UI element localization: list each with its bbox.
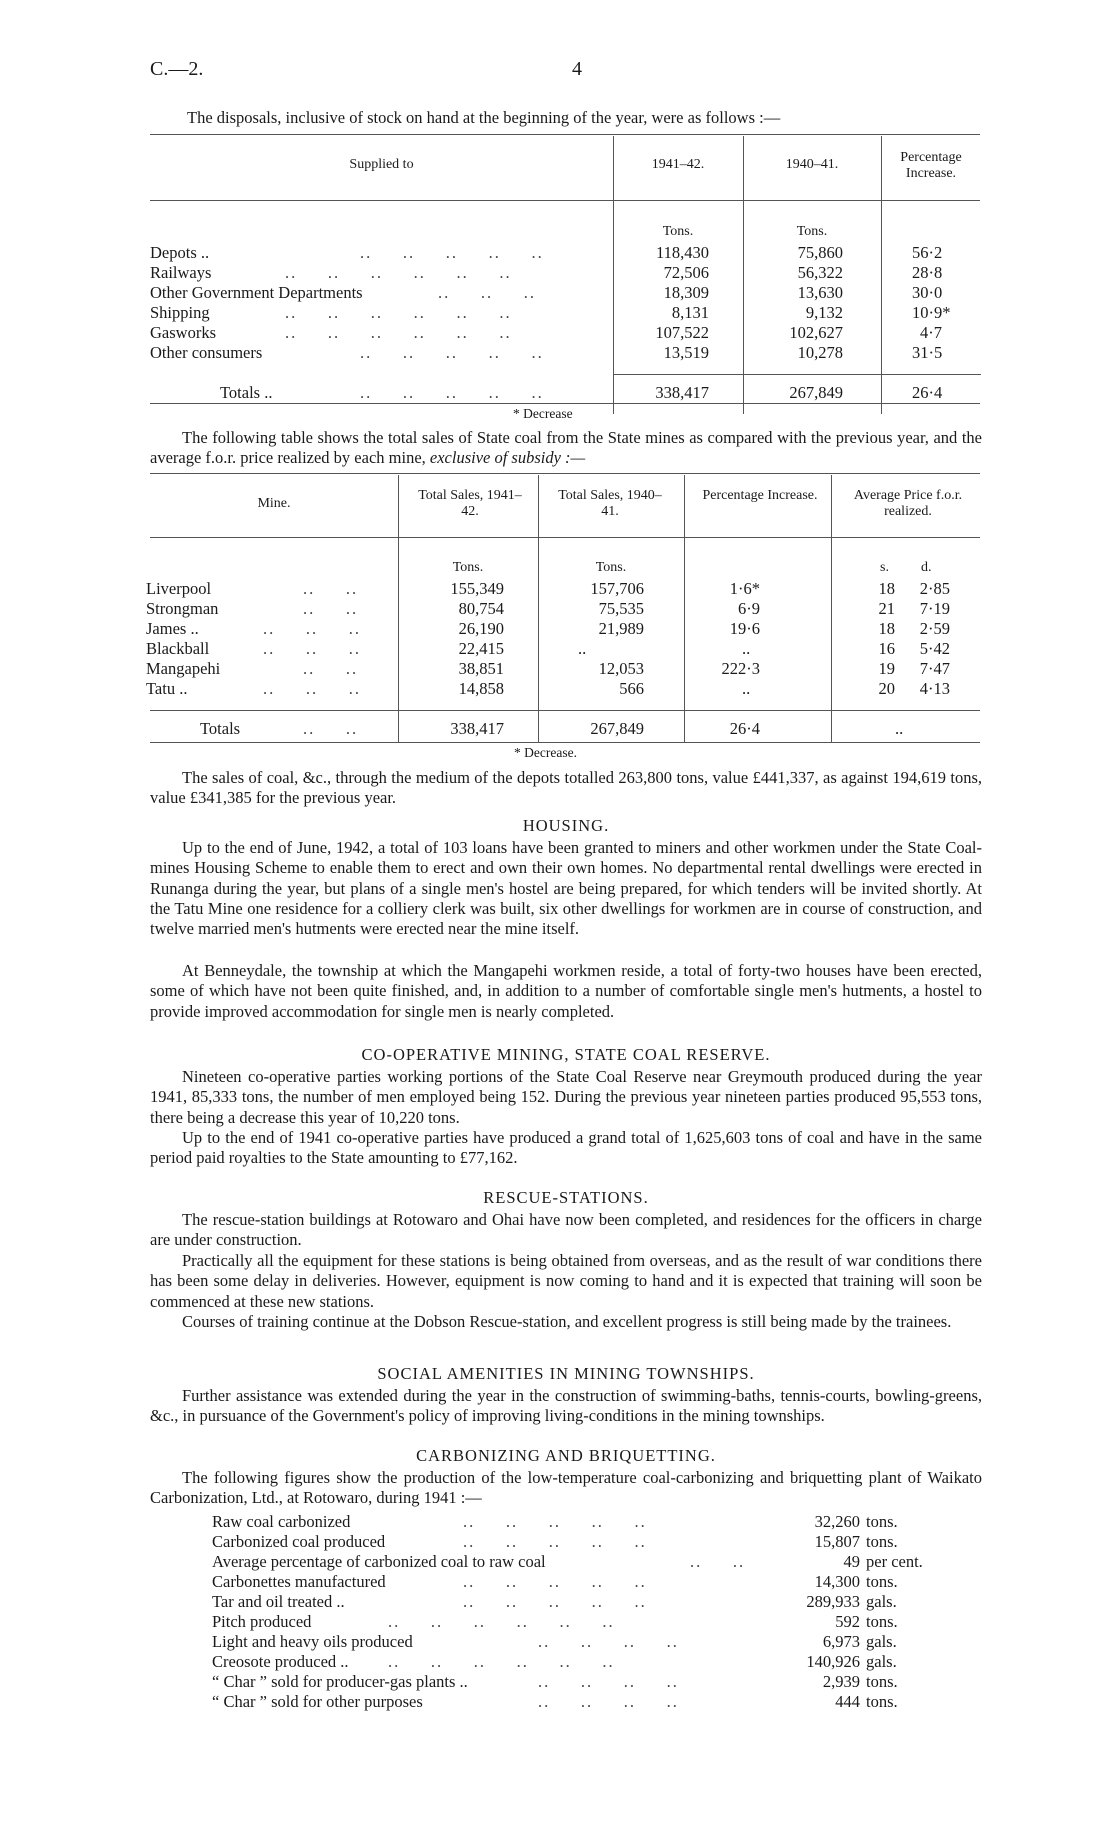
table2-footnote: * Decrease. <box>514 745 577 760</box>
mine-name: Tatu .. <box>146 679 188 698</box>
item-value: 6,973 <box>822 1632 860 1651</box>
sales-1940: 12,053 <box>598 659 644 678</box>
total-1941: 338,417 <box>655 383 709 402</box>
leader-dots: .. .. .. .. .. .. <box>388 1652 615 1671</box>
price-d: 5·42 <box>919 639 950 658</box>
item-label: “ Char ” sold for producer-gas plants .. <box>212 1672 468 1691</box>
leader-dots: .. .. .. .. .. <box>360 243 544 262</box>
row-label: Railways <box>150 263 212 282</box>
page-number: 4 <box>572 58 582 80</box>
carbon-paragraph-1: The following figures show the production of the low-temperature coal-carbonizing and briquetting plant of Waikato Carbonization, Ltd., at Rotowaro, during 1941 :— <box>150 1468 982 1508</box>
pct: .. <box>742 639 751 658</box>
leader-dots: .. .. .. .. .. <box>360 383 544 402</box>
housing-paragraph-1: Up to the end of June, 1942, a total of 103 loans have been granted to miners and other workmen under the State Coal-mines Housing Scheme to enable them to erect and own their own homes. No departmental rental dwellings were erected in Runanga during the year, but plans of a single men's hostel are being prepared, for which tenders will be invited shortly. At the Tatu Mine one residence for a colliery clerk was built, six other dwellings for workmen are in course of construction, and twelve married men's hutments were erected near the mine itself. <box>150 838 982 939</box>
coop-paragraph-2: Up to the end of 1941 co-operative parties have produced a grand total of 1,625,603 tons of coal and have in the same period paid royalties to the State amounting to £77,162. <box>150 1128 982 1168</box>
row-label: Gasworks <box>150 323 216 342</box>
item-value: 32,260 <box>814 1512 860 1531</box>
item-value: 140,926 <box>806 1652 860 1671</box>
units-tons-b: Tons. <box>595 560 627 575</box>
row-label: Other Government Departments <box>150 283 363 302</box>
value-1941: 118,430 <box>655 243 709 262</box>
price-s: 18 <box>878 579 895 598</box>
pct: 19·6 <box>729 619 760 638</box>
value-1940: 102,627 <box>789 323 843 342</box>
coop-heading: CO-OPERATIVE MINING, STATE COAL RESERVE. <box>361 1045 771 1064</box>
value-1941: 13,519 <box>663 343 709 362</box>
item-unit: tons. <box>866 1612 898 1631</box>
price-s: 20 <box>878 679 895 698</box>
intro-text: The disposals, inclusive of stock on hand at the beginning of the year, were as follows :— <box>187 108 781 127</box>
sales-1941: 14,858 <box>458 679 504 698</box>
col-percentage-increase: Percentage Increase. <box>702 488 818 503</box>
totals-label: Totals .. <box>220 383 273 402</box>
social-heading: SOCIAL AMENITIES IN MINING TOWNSHIPS. <box>377 1364 755 1383</box>
value-pct: 30·0 <box>912 283 943 302</box>
leader-dots: .. .. .. .. .. .. <box>285 303 512 322</box>
sales-1941: 38,851 <box>458 659 504 678</box>
sales-1940: 157,706 <box>590 579 644 598</box>
page-ref: C.—2. <box>150 58 204 80</box>
total-1941: 338,417 <box>450 719 504 738</box>
value-pct: 28·8 <box>912 263 943 282</box>
total-pct: 26·4 <box>912 383 943 402</box>
leader-dots: .. .. .. .. .. .. <box>285 323 512 342</box>
item-value: 2,939 <box>822 1672 860 1691</box>
item-value: 444 <box>835 1692 860 1711</box>
units-tons-a: Tons. <box>452 560 484 575</box>
col-1941-42: 1941–42. <box>651 157 705 172</box>
item-unit: gals. <box>866 1652 897 1671</box>
leader-dots: .. .. .. .. .. <box>360 343 544 362</box>
price-s: 18 <box>878 619 895 638</box>
item-value: 49 <box>843 1552 860 1571</box>
sales-intro-text: The following table shows the total sales of State coal from the State mines as compared with the previous year, and the average f.o.r. price realized by each mine, <box>150 428 982 468</box>
pct: 6·9 <box>738 599 760 618</box>
mine-name: James .. <box>146 619 199 638</box>
value-1940: 9,132 <box>805 303 843 322</box>
value-1941: 107,522 <box>655 323 709 342</box>
price-s: 16 <box>878 639 895 658</box>
item-unit: gals. <box>866 1632 897 1651</box>
leader-dots: .. .. .. .. <box>538 1692 679 1711</box>
rescue-paragraph-2: Practically all the equipment for these stations is being obtained from overseas, and as the result of war conditions there has been some delay in deliveries. However, equipment is now coming to hand and it is expected that training will soon be commenced at these new stations. <box>150 1251 982 1311</box>
leader-dots: .. .. .. .. <box>538 1672 679 1691</box>
item-label: Carbonettes manufactured <box>212 1572 386 1591</box>
table1-footnote: * Decrease <box>513 406 573 421</box>
item-unit: tons. <box>866 1672 898 1691</box>
col-average-price: Average Price f.o.r. realized. <box>853 488 963 519</box>
item-label: “ Char ” sold for other purposes <box>212 1692 423 1711</box>
total-1940: 267,849 <box>590 719 644 738</box>
sales-1940: 566 <box>619 679 644 698</box>
col-mine: Mine. <box>257 496 291 511</box>
price-d: 7·19 <box>919 599 950 618</box>
item-label: Creosote produced .. <box>212 1652 349 1671</box>
value-pct: 56·2 <box>912 243 943 262</box>
coop-paragraph-1: Nineteen co-operative parties working portions of the State Coal Reserve near Greymouth produced during the year 1941, 85,333 tons, the number of men employed being 152. During the previous year nineteen parties produced 95,553 tons, there being a decrease this year of 10,220 tons. <box>150 1067 982 1127</box>
item-label: Average percentage of carbonized coal to raw coal <box>212 1552 546 1571</box>
leader-dots: .. .. .. .. <box>538 1632 679 1651</box>
value-1941: 18,309 <box>663 283 709 302</box>
row-label: Depots .. <box>150 243 210 262</box>
item-label: Carbonized coal produced <box>212 1532 386 1551</box>
carbon-heading: CARBONIZING AND BRIQUETTING. <box>416 1446 716 1465</box>
units-tons-a: Tons. <box>662 224 694 239</box>
leader-dots: .. .. .. .. .. <box>463 1512 647 1531</box>
pct: 1·6* <box>729 579 760 598</box>
value-pct: 4·7 <box>920 323 942 342</box>
row-label: Shipping <box>150 303 210 322</box>
leader-dots: .. .. .. .. .. <box>463 1532 647 1551</box>
item-value: 14,300 <box>814 1572 860 1591</box>
value-pct: 31·5 <box>912 343 943 362</box>
value-1940: 75,860 <box>797 243 843 262</box>
price-d: 4·13 <box>919 679 950 698</box>
depots-paragraph: The sales of coal, &c., through the medium of the depots totalled 263,800 tons, value £441,337, as against 194,619 tons, value £341,385 for the previous year. <box>150 768 982 808</box>
col-percentage-increase: Percentage Increase. <box>900 150 962 181</box>
leader-dots: .. .. <box>690 1552 746 1571</box>
item-value: 15,807 <box>814 1532 860 1551</box>
item-unit: gals. <box>866 1592 897 1611</box>
leader-dots: .. .. .. <box>263 679 361 698</box>
units-tons-b: Tons. <box>796 224 828 239</box>
item-unit: tons. <box>866 1512 898 1531</box>
sales-1941: 26,190 <box>458 619 504 638</box>
sales-intro-emphasis: exclusive of subsidy :— <box>429 448 586 468</box>
leader-dots: .. .. .. <box>263 619 361 638</box>
item-unit: per cent. <box>866 1552 923 1571</box>
sales-1940: 21,989 <box>598 619 644 638</box>
housing-heading: HOUSING. <box>522 816 610 835</box>
units-pence: d. <box>921 560 932 575</box>
value-1940: 56,322 <box>797 263 843 282</box>
mine-name: Strongman <box>146 599 219 618</box>
rescue-paragraph-3: Courses of training continue at the Dobson Rescue-station, and excellent progress is still being made by the trainees. <box>182 1312 952 1331</box>
rescue-heading: RESCUE-STATIONS. <box>483 1188 649 1207</box>
units-shillings: s. <box>880 560 889 575</box>
total-1940: 267,849 <box>789 383 843 402</box>
col-1940-41: 1940–41. <box>785 157 839 172</box>
value-1940: 13,630 <box>797 283 843 302</box>
item-label: Raw coal carbonized <box>212 1512 351 1531</box>
total-pct: 26·4 <box>729 719 760 738</box>
col-total-sales-1940: Total Sales, 1940–41. <box>558 488 662 519</box>
price-s: 19 <box>878 659 895 678</box>
sales-1941: 155,349 <box>450 579 504 598</box>
total-price: .. <box>895 719 904 738</box>
col-supplied-to: Supplied to <box>349 157 414 172</box>
price-d: 2·59 <box>919 619 950 638</box>
leader-dots: .. .. .. .. .. <box>463 1592 647 1611</box>
item-label: Light and heavy oils produced <box>212 1632 413 1651</box>
leader-dots: .. .. .. <box>438 283 536 302</box>
price-d: 7·47 <box>919 659 950 678</box>
leader-dots: .. .. <box>303 599 359 618</box>
sales-1941: 80,754 <box>458 599 504 618</box>
social-paragraph-1: Further assistance was extended during the year in the construction of swimming-baths, tennis-courts, bowling-greens, &c., in pursuance of the Government's policy of improving living-conditions in the mining townships. <box>150 1386 982 1426</box>
sales-1940: 75,535 <box>598 599 644 618</box>
leader-dots: .. .. .. .. .. <box>463 1572 647 1591</box>
pct: .. <box>742 679 751 698</box>
value-1940: 10,278 <box>797 343 843 362</box>
item-unit: tons. <box>866 1692 898 1711</box>
mine-name: Liverpool <box>146 579 212 598</box>
rescue-paragraph-1: The rescue-station buildings at Rotowaro and Ohai have now been completed, and residences for the officers in charge are under construction. <box>150 1210 982 1250</box>
item-label: Tar and oil treated .. <box>212 1592 345 1611</box>
leader-dots: .. .. <box>303 659 359 678</box>
item-unit: tons. <box>866 1572 898 1591</box>
row-label: Other consumers <box>150 343 263 362</box>
leader-dots: .. .. .. .. .. .. <box>285 263 512 282</box>
col-total-sales-1941: Total Sales, 1941–42. <box>418 488 522 519</box>
leader-dots: .. .. .. <box>263 639 361 658</box>
value-1941: 8,131 <box>671 303 709 322</box>
housing-paragraph-2: At Benneydale, the township at which the Mangapehi workmen reside, a total of forty-two houses have been erected, some of which have not been quite finished, and, in addition to a number of comfortable single men's hutments, a hostel to provide improved accommodation for single men is nearly completed. <box>150 961 982 1021</box>
item-value: 592 <box>835 1612 860 1631</box>
sales-1941: 22,415 <box>458 639 504 658</box>
leader-dots: .. .. <box>303 719 359 738</box>
mine-name: Mangapehi <box>146 659 221 678</box>
sales-intro-paragraph <box>150 428 982 469</box>
item-value: 289,933 <box>806 1592 860 1611</box>
leader-dots: .. .. <box>303 579 359 598</box>
item-unit: tons. <box>866 1532 898 1551</box>
leader-dots: .. .. .. .. .. .. <box>388 1612 615 1631</box>
totals-label: Totals <box>200 719 241 738</box>
value-1941: 72,506 <box>663 263 709 282</box>
pct: 222·3 <box>721 659 760 678</box>
price-d: 2·85 <box>919 579 950 598</box>
sales-1940: .. <box>578 639 587 658</box>
price-s: 21 <box>878 599 895 618</box>
item-label: Pitch produced <box>212 1612 312 1631</box>
mine-name: Blackball <box>146 639 210 658</box>
value-pct: 10·9* <box>912 303 951 322</box>
